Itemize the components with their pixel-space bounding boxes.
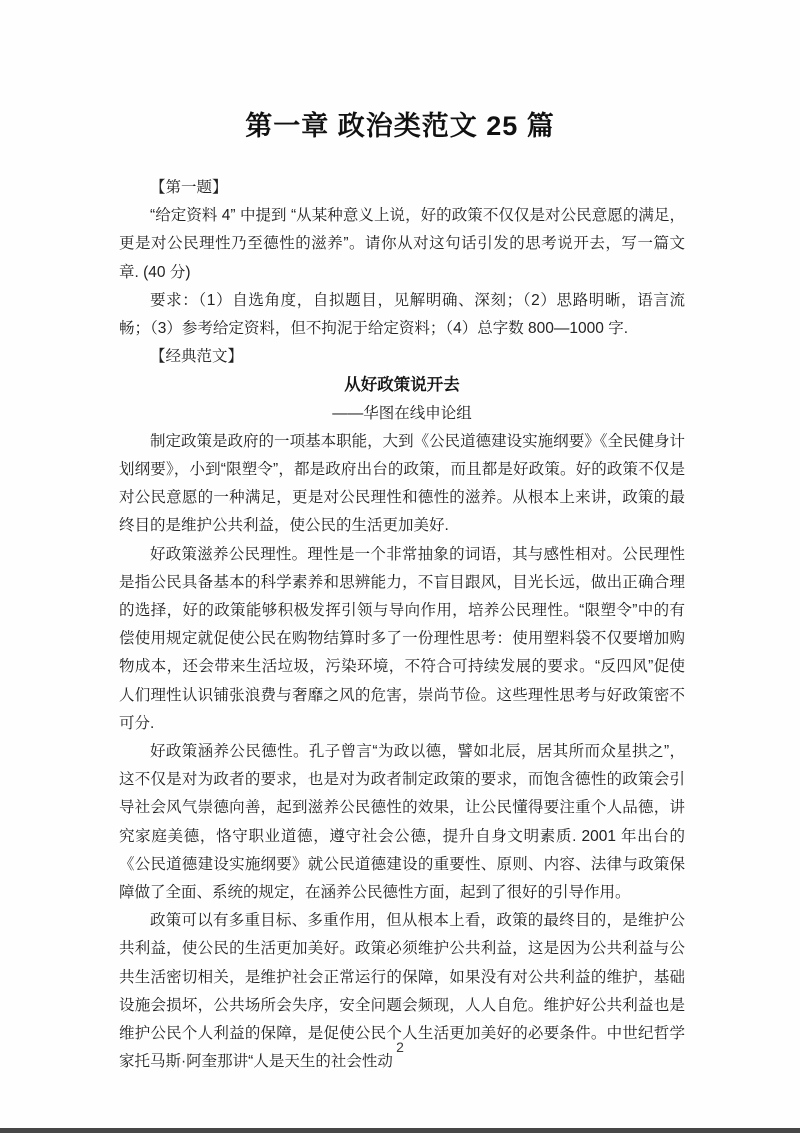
essay-byline: ——华图在线申论组 (332, 404, 472, 422)
question-requirements: 要求：（1）自选角度，自拟题目，见解明确、深刻；（2）思路明晰，语言流畅；（3）参考给定资料，但不拘泥于给定资料；（4）总字数 800—1000 字. (119, 291, 685, 338)
model-essay-label: 【经典范文】 (150, 348, 244, 366)
essay-title: 从好政策说开去 (344, 376, 460, 395)
question-label: 【第一题】 (150, 179, 228, 196)
essay-paragraph: 制定政策是政府的一项基本职能，大到《公民道德建设实施纲要》《全民健身计划纲要》，小到“限塑令”，都是政府出台的政策，而且都是好政策。好的政策不仅是对公民意愿的一种满足，更是对公民理性和德性的滋养。从根本上来讲，政策的最终目的是维护公共利益，使公民的生活更加美好. (119, 432, 685, 535)
essay-paragraph: 好政策滋养公民理性。理性是一个非常抽象的词语，其与感性相对。公民理性是指公民具备基本的科学素养和思辨能力，不盲目跟风，目光长远，做出正确合理的选择，好的政策能够积极发挥引领与导向作用，培养公民理性。“限塑令”中的有偿使用规定就促使公民在购物结算时多了一份理性思考：使用塑料袋不仅要增加购物成本，还会带来生活垃圾，污染环境，不符合可持续发展的要求。“反四风”促使人们理性认识铺张浪费与奢靡之风的危害，崇尚节俭。这些理性思考与好政策密不可分. (119, 545, 685, 732)
essay-paragraph: 政策可以有多重目标、多重作用，但从根本上看，政策的最终目的，是维护公共利益，使公民的生活更加美好。政策必须维护公共利益，这是因为公共利益与公共生活密切相关，是维护社会正常运行的保障，如果没有对公共利益的维护，基础设施会损坏，公共场所会失序，安全问题会频现，人人自危。维护好公共利益也是维护公民个人利益的保障，是促使公民个人生活更加美好的必要条件。中世纪哲学家托马斯·阿奎那讲“人是天生的社会性动 (119, 912, 685, 1071)
essay-paragraph: 好政策涵养公民德性。孔子曾言“为政以德，譬如北辰，居其所而众星拱之”，这不仅是对为政者的要求，也是对为政者制定政策的要求，而饱含德性的政策会引导社会风气崇德向善，起到滋养公民德性的效果，让公民懂得要注重个人品德，讲究家庭美德，恪守职业道德，遵守社会公德，提升自身文明素质. 2001 年出台的《公民道德建设实施纲要》就公民道德建设的重要性、原则、内容、法律与政策保障做了全面、系统的规定，在涵养公民德性方面，起到了很好的引导作用。 (119, 743, 685, 902)
question-prompt: “给定资料 4” 中提到 “从某种意义上说，好的政策不仅仅是对公民意愿的满足，更是对公民理性乃至德性的滋养”。请你从对这句话引发的思考说开去，写一篇文章. (40 分) (119, 207, 685, 281)
page-bottom-edge (0, 1128, 800, 1133)
page-body (119, 174, 685, 1077)
chapter-title: 第一章 政治类范文 25 篇 (245, 111, 555, 141)
page-number: 2 (396, 1039, 404, 1055)
